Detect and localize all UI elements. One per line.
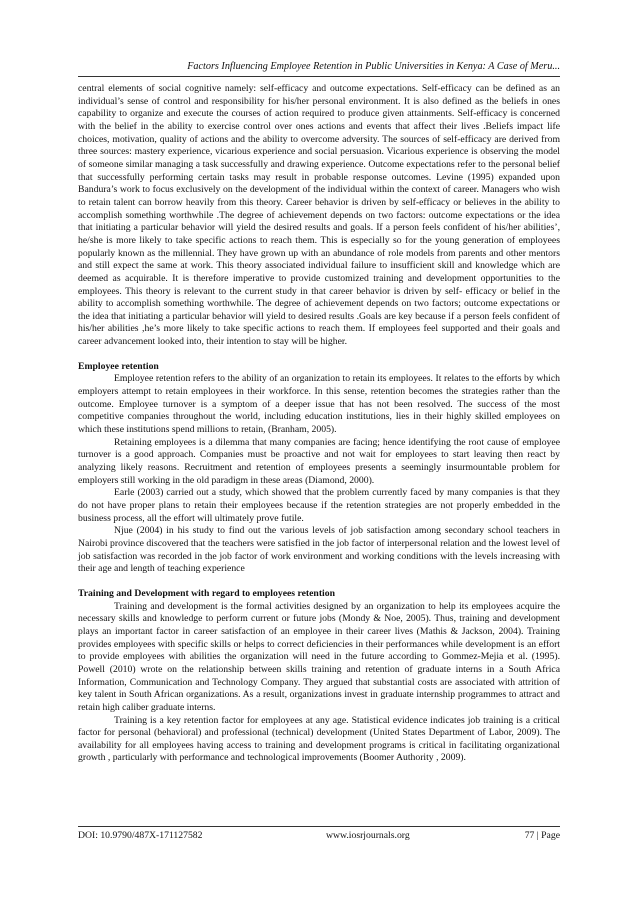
body-paragraph: Training is a key retention factor for employees at any age. Statistical evidence indicates job training is a critical factor for personal (behavioral) and professional (technical) development (United States Department of Labor, 2009). The availability for all employees having access to training and development programs is critical in facilitating organizational growth , particularly with performance and technological improvements (Boomer Authority , 2009). xyxy=(78,714,560,764)
footer-doi: DOI: 10.9790/487X-171127582 xyxy=(78,830,203,841)
running-title: Factors Influencing Employee Retention in Public Universities in Kenya: A Case of Meru... xyxy=(187,61,560,72)
footer-page-number: 77 | Page xyxy=(524,830,560,841)
body-paragraph: Employee retention refers to the ability of an organization to retain its employees. It relates to the efforts by which employers attempt to retain employees in their workforce. In this sense, retention becomes the strategies rather than the outcome. Employee turnover is a symptom of a deeper issue that has not been resolved. The success of the most competitive companies throughout the world, including education institutions, lies in their highly skilled employees on which these institutions spend millions to retain, (Branham, 2005). xyxy=(78,373,560,436)
body-paragraph: Training and development is the formal activities designed by an organization to help its employees acquire the necessary skills and knowledge to perform current or future jobs (Mondy & Noe, 2005). Thus, training and development plays an important factor in career satisfaction of an employee in their career lives (Mathis & Jackson, 2004). Training provides employees with specific skills or helps to correct deficiencies in their performances while development is an effort to provide employees with abilities the organization will need in the future according to Gommez-Mejia et al. (1995). Powell (2010) wrote on the relationship between skills training and retention of graduate interns in a South Africa Information, Communication and Technology Company. They argued that substantial costs are associated with attrition of key talent in South African organizations. As a result, organizations invest in graduate internship programmes to attract and retain high caliber graduate interns. xyxy=(78,600,560,713)
footer-rule xyxy=(78,826,560,827)
body-paragraph: Retaining employees is a dilemma that many companies are facing; hence identifying the root cause of employee turnover is a good approach. Companies must be proactive and not wait for employees to start leaving then react by analyzing likely reasons. Recruitment and retention of employees presents a seemingly insurmountable problem for employers still working in the old paradigm in these areas (Diamond, 2000). xyxy=(78,436,560,486)
header-rule xyxy=(78,76,560,77)
article-body xyxy=(78,83,560,765)
section-heading-training-development: Training and Development with regard to employees retention xyxy=(78,587,335,599)
footer-website: www.iosrjournals.org xyxy=(326,830,410,841)
body-paragraph: Njue (2004) in his study to find out the various levels of job satisfaction among secondary school teachers in Nairobi province discovered that the teachers were satisfied in the job factor of interpersonal relation and the lowest level of job satisfaction was recorded in the job factor of work environment and working conditions with the levels increasing with their age and length of teaching experience xyxy=(78,525,560,575)
body-paragraph: Earle (2003) carried out a study, which showed that the problem currently faced by many companies is that they do not have proper plans to retain their employees because if the retention strategies are not properly embedded in the business process, all the effort will ultimately prove futile. xyxy=(78,487,560,524)
section-heading-employee-retention: Employee retention xyxy=(78,360,159,372)
intro-paragraph: central elements of social cognitive namely: self-efficacy and outcome expectations. Self-efficacy can be defined as an individual’s sense of control and responsibility for his/her personal environment. It is also defined as the beliefs in ones capability to organize and execute the courses of action required to produce given attainments. Self-efficacy is concerned with the belief in the ability to exercise control over ones actions and events that affect their lives .Beliefs impact life choices, motivation, quality of actions and the ability to overcome adversity. The sources of self-efficacy are derived from three sources: mastery experience, vicarious experience and social persuasion. Vicarious experience is observing the model of someone similar managing a task successfully and drawing experience. Outcome expectations refer to the personal belief that successfully performing certain tasks may result in probable response outcomes. Levine (1995) expanded upon Bandura’s work to focus exclusively on the development of the individual within the context of career. Managers who wish to retain talent can borrow heavily from this theory. Career behavior is driven by self-efficacy or believes in the ability to accomplish something worthwhile .The degree of achievement depends on two factors: outcome expectations or the idea that initiating a particular behavior will yield the desired results and goals. If a person feels confident of his/her abilities’, he/she is more likely to take specific actions to reach them. This is especially so for the young generation of employees popularly known as the millennial. They have grown up with an abundance of role models from parents and other mentors and still expect the same at work. This theory associated individual failure to insufficient skill and knowledge which are deemed as acquirable. It is therefore imperative to provide customized training and development opportunities to the employees. This theory is relevant to the current study in that career behavior is driven by self- efficacy or belief in the ability to accomplish something worthwhile. The degree of achievement depends on two factors; outcome expectations or the idea that initiating a particular behavior will yield to desired results .Goals are key because if a person feels confident of his/her abilities ,he’s more likely to take specific actions to reach them. If employees feel supported and their goals and career advancement looked into, their intention to stay will be higher. xyxy=(78,83,560,348)
